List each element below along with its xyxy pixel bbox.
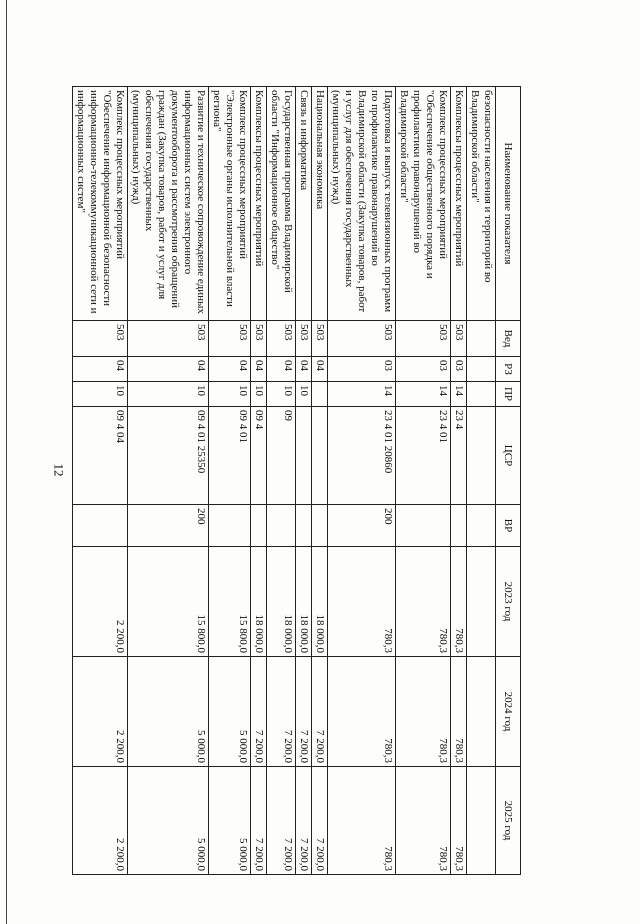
table-header-row [496,87,521,875]
cell-name: безопасности населения и территорий во Владимирской области" [467,87,496,321]
header-ved: Вед [496,321,521,357]
cell-csr: 09 [267,407,296,505]
cell-vr [267,505,296,547]
cell-pr: 14 [396,382,451,407]
table-row [396,87,451,875]
cell-2023: 2 200,0 [73,547,128,657]
header-vr: ВР [496,505,521,547]
cell-pr: 10 [267,382,296,407]
cell-name: Развитие и техническое сопровождение единых информационных систем электронного документооборота и рассмотрения обращений граждан (Закупка товаров, работ и услуг для обеспечения государственных (муниципальных) нужд) [128,87,209,321]
cell-2023: 18 000,0 [296,547,312,657]
cell-2024: 7 200,0 [296,657,312,767]
cell-vr [251,505,267,547]
cell-2024 [467,657,496,767]
cell-rz: 03 [396,357,451,382]
cell-pr: 10 [73,382,128,407]
cell-pr: 10 [251,382,267,407]
cell-name: Комплекс процессных мероприятий "Обеспечение общественного порядка и профилактики правонарушений во Владимирской области" [396,87,451,321]
table-row [467,87,496,875]
cell-pr: 10 [209,382,251,407]
cell-csr: 09 4 [251,407,267,505]
cell-2023: 780,3 [328,547,396,657]
cell-csr [296,407,312,505]
cell-vr [73,505,128,547]
table-row [267,87,296,875]
cell-pr [467,382,496,407]
cell-pr: 10 [128,382,209,407]
cell-2025: 7 200,0 [267,767,296,875]
cell-2025: 780,3 [328,767,396,875]
cell-2024: 7 200,0 [267,657,296,767]
table-container [75,86,521,874]
cell-ved: 503 [209,321,251,357]
header-name: Наименование показателя [496,87,521,321]
cell-csr [467,407,496,505]
cell-vr [451,505,467,547]
cell-csr: 23 4 01 [396,407,451,505]
cell-csr: 23 4 [451,407,467,505]
table-row [312,87,328,875]
rotated-table-frame [75,86,521,874]
cell-pr [312,382,328,407]
cell-name: Подготовка и выпуск телевизионных программ по профилактике правонарушений во Владимирской области (Закупка товаров, работ и услуг для обеспечения государственных (муниципальных) нужд) [328,87,396,321]
table-row [451,87,467,875]
cell-2023 [467,547,496,657]
cell-vr: 200 [328,505,396,547]
cell-name: Комплексы процессных мероприятий [451,87,467,321]
cell-rz: 04 [209,357,251,382]
cell-pr: 10 [296,382,312,407]
cell-ved: 503 [312,321,328,357]
page-number: 12 [51,463,67,477]
cell-2024: 780,3 [396,657,451,767]
cell-2024: 2 200,0 [73,657,128,767]
page-edge-rule [6,0,7,924]
cell-2023: 15 800,0 [209,547,251,657]
cell-2024: 780,3 [451,657,467,767]
header-2025: 2025 год [496,767,521,875]
cell-rz: 04 [73,357,128,382]
cell-2025: 2 200,0 [73,767,128,875]
header-2024: 2024 год [496,657,521,767]
cell-2025: 780,3 [451,767,467,875]
cell-vr: 200 [128,505,209,547]
cell-2025: 780,3 [396,767,451,875]
cell-name: Государственная программа Владимирской области "Информационное общество" [267,87,296,321]
table-row [251,87,267,875]
cell-2023: 15 800,0 [128,547,209,657]
cell-rz: 04 [296,357,312,382]
cell-csr [312,407,328,505]
cell-2023: 18 000,0 [267,547,296,657]
cell-csr: 23 4 01 20860 [328,407,396,505]
cell-2025: 7 200,0 [296,767,312,875]
cell-2024: 5 000,0 [128,657,209,767]
cell-2025: 7 200,0 [312,767,328,875]
cell-rz: 04 [128,357,209,382]
cell-vr [209,505,251,547]
cell-name: Комплекс процессных мероприятий "Электронные органы исполнительной власти региона" [209,87,251,321]
cell-name: Связь и информатика [296,87,312,321]
cell-ved: 503 [251,321,267,357]
cell-ved: 503 [451,321,467,357]
cell-csr: 09 4 04 [73,407,128,505]
cell-csr: 09 4 01 25350 [128,407,209,505]
cell-2024: 5 000,0 [209,657,251,767]
header-pr: ПР [496,382,521,407]
cell-rz: 04 [251,357,267,382]
cell-rz: 03 [328,357,396,382]
cell-vr [296,505,312,547]
cell-2024: 780,3 [328,657,396,767]
cell-ved: 503 [128,321,209,357]
cell-csr: 09 4 01 [209,407,251,505]
table-row [328,87,396,875]
cell-vr [312,505,328,547]
budget-table [72,86,521,875]
cell-ved [467,321,496,357]
cell-pr: 14 [451,382,467,407]
table-row [209,87,251,875]
cell-ved: 503 [396,321,451,357]
cell-2023: 18 000,0 [251,547,267,657]
cell-name: Комплекс процессных мероприятий "Обеспечение информационной безопасности информационно-телекоммуникационной сети и информационных систем" [73,87,128,321]
cell-name: Комплексы процессных мероприятий [251,87,267,321]
cell-rz: 04 [312,357,328,382]
table-row [73,87,128,875]
cell-ved: 503 [328,321,396,357]
header-csr: ЦСР [496,407,521,505]
cell-2023: 18 000,0 [312,547,328,657]
cell-name: Национальная экономика [312,87,328,321]
header-rz: РЗ [496,357,521,382]
cell-pr: 14 [328,382,396,407]
header-2023: 2023 год [496,547,521,657]
cell-ved: 503 [267,321,296,357]
cell-2025: 5 000,0 [128,767,209,875]
cell-rz: 04 [267,357,296,382]
table-row [128,87,209,875]
cell-2023: 780,3 [451,547,467,657]
table-row [296,87,312,875]
cell-rz [467,357,496,382]
cell-ved: 503 [296,321,312,357]
cell-2025: 5 000,0 [209,767,251,875]
cell-rz: 03 [451,357,467,382]
cell-vr [467,505,496,547]
cell-2024: 7 200,0 [312,657,328,767]
cell-2023: 780,3 [396,547,451,657]
cell-2025: 7 200,0 [251,767,267,875]
cell-ved: 503 [73,321,128,357]
cell-vr [396,505,451,547]
cell-2024: 7 200,0 [251,657,267,767]
cell-2025 [467,767,496,875]
